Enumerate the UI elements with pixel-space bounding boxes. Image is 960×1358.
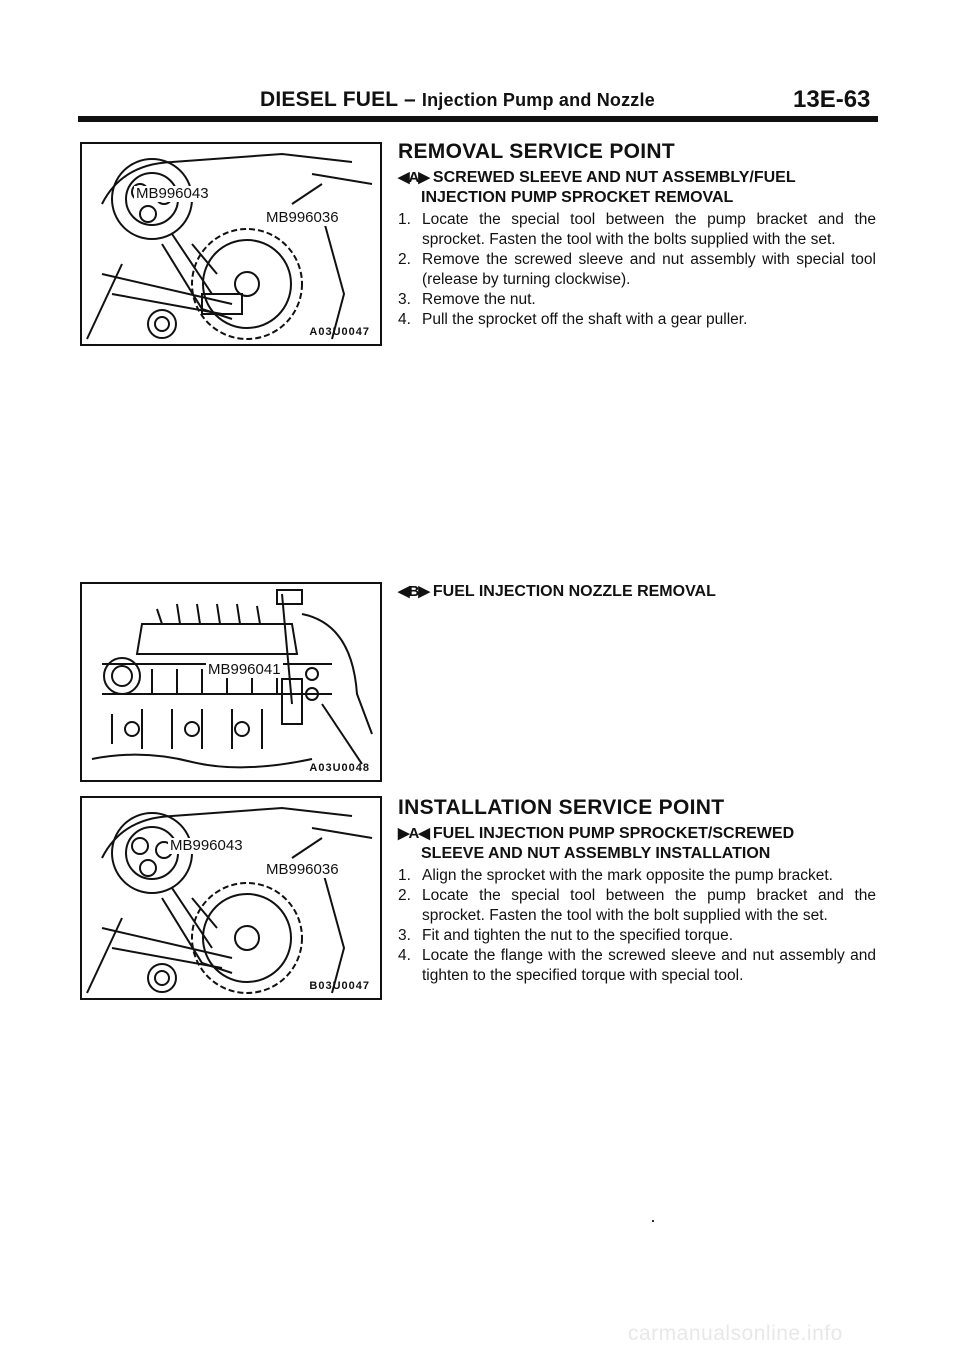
step-text: Locate the special tool between the pump bracket and the sprocket. Fasten the tool with the bolt supplied with the set.	[422, 887, 876, 924]
step-text: Remove the nut.	[422, 291, 536, 308]
list-item	[398, 250, 876, 290]
figure-3-code: B03U0047	[309, 980, 370, 992]
list-item	[398, 210, 876, 250]
footer-watermark[interactable]: carmanualsonline.info	[628, 1322, 843, 1345]
step-number: 1.	[398, 211, 411, 228]
step-text: Remove the screwed sleeve and nut assembly with special tool (release by turning clockwise).	[422, 251, 876, 288]
step-text: Align the sprocket with the mark opposite the pump bracket.	[422, 867, 833, 884]
figure-nozzle-removal	[80, 582, 382, 782]
page-number: 13E-63	[793, 86, 871, 113]
sprocket-illustration	[82, 144, 380, 344]
list-item	[398, 290, 876, 310]
removal-a-mark: ◀A▶	[398, 169, 429, 186]
list-item	[398, 866, 876, 886]
removal-subheading-b	[398, 582, 878, 602]
removal-a-line1: SCREWED SLEEVE AND NUT ASSEMBLY/FUEL	[432, 169, 796, 186]
header-title-main: DIESEL FUEL	[260, 88, 398, 111]
step-number: 4.	[398, 311, 411, 328]
stray-dot	[652, 1220, 654, 1222]
figure-1-code: A03U0047	[309, 326, 370, 338]
installation-section-title: INSTALLATION SERVICE POINT	[398, 796, 725, 819]
figure-sprocket-removal	[80, 142, 382, 346]
figure-1-callout-2: MB996036	[266, 209, 339, 226]
list-item	[398, 946, 876, 986]
installation-a-line2: SLEEVE AND NUT ASSEMBLY INSTALLATION	[421, 845, 771, 862]
installation-a-mark: ▶A◀	[398, 825, 429, 842]
step-number: 2.	[398, 887, 411, 904]
step-number: 2.	[398, 251, 411, 268]
step-text: Locate the special tool between the pump bracket and the sprocket. Fasten the tool with the bolts supplied with the set.	[422, 211, 876, 248]
removal-subheading-a	[398, 168, 878, 208]
step-number: 3.	[398, 291, 411, 308]
figure-sprocket-installation	[80, 796, 382, 1000]
list-item	[398, 310, 876, 330]
installation-subheading-a	[398, 824, 878, 864]
header-title-separator: –	[397, 88, 422, 111]
sprocket-install-illustration	[82, 798, 380, 998]
removal-b-line1: FUEL INJECTION NOZZLE REMOVAL	[432, 583, 716, 600]
header-title-sub: Injection Pump and Nozzle	[421, 90, 655, 110]
list-item	[398, 926, 876, 946]
figure-3-callout-2: MB996036	[266, 861, 339, 878]
removal-b-mark: ◀B▶	[398, 583, 429, 600]
figure-3-callout-1: MB996043	[170, 837, 243, 854]
figure-1-callout-1: MB996043	[136, 185, 209, 202]
step-number: 4.	[398, 947, 411, 964]
header-rule	[78, 116, 878, 122]
removal-a-line2: INJECTION PUMP SPROCKET REMOVAL	[421, 189, 734, 206]
figure-2-callout-1: MB996041	[208, 661, 281, 678]
nozzle-illustration	[82, 584, 380, 780]
figure-2-code: A03U0048	[309, 762, 370, 774]
list-item	[398, 886, 876, 926]
installation-steps-list	[398, 866, 876, 986]
step-text: Fit and tighten the nut to the specified torque.	[422, 927, 734, 944]
step-number: 1.	[398, 867, 411, 884]
step-number: 3.	[398, 927, 411, 944]
page-header-title	[260, 88, 655, 112]
step-text: Pull the sprocket off the shaft with a gear puller.	[422, 311, 748, 328]
installation-a-line1: FUEL INJECTION PUMP SPROCKET/SCREWED	[432, 825, 795, 842]
step-text: Locate the flange with the screwed sleeve and nut assembly and tighten to the specified torque with special tool.	[422, 947, 876, 984]
removal-section-title: REMOVAL SERVICE POINT	[398, 140, 676, 163]
removal-steps-list	[398, 210, 876, 330]
